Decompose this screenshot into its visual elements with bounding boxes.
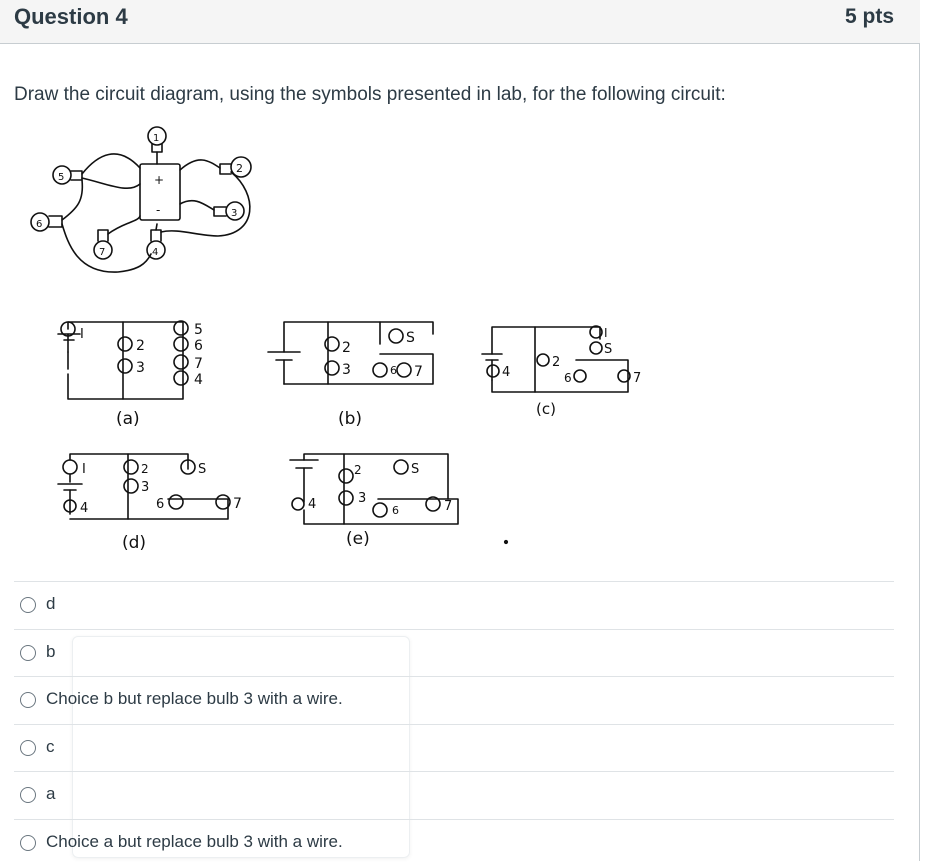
svg-text:3: 3 xyxy=(342,362,351,378)
circuit-c xyxy=(482,326,641,418)
svg-text:2: 2 xyxy=(354,463,362,477)
svg-text:4: 4 xyxy=(502,365,510,380)
svg-text:6: 6 xyxy=(564,371,572,385)
answer-option-b-modified[interactable] xyxy=(14,676,894,724)
svg-text:6: 6 xyxy=(390,364,397,377)
label-1: 1 xyxy=(153,133,159,144)
svg-text:3: 3 xyxy=(358,491,366,506)
radio-button[interactable] xyxy=(20,835,36,851)
radio-button[interactable] xyxy=(20,787,36,803)
svg-text:4: 4 xyxy=(80,501,88,516)
physical-circuit-sketch xyxy=(31,127,251,272)
svg-text:-: - xyxy=(156,203,160,217)
radio-button[interactable] xyxy=(20,692,36,708)
svg-text:3: 3 xyxy=(141,480,149,495)
answer-option-a-modified[interactable] xyxy=(14,819,894,866)
svg-text:6: 6 xyxy=(194,338,203,354)
label-2: 2 xyxy=(236,162,243,175)
answer-option-d[interactable] xyxy=(14,581,894,629)
svg-text:2: 2 xyxy=(342,340,351,356)
svg-text:7: 7 xyxy=(414,364,423,380)
svg-text:2: 2 xyxy=(141,462,149,476)
svg-text:S: S xyxy=(411,462,419,477)
svg-text:S: S xyxy=(604,342,612,357)
svg-text:7: 7 xyxy=(633,371,641,386)
radio-button[interactable] xyxy=(20,597,36,613)
question-text: Draw the circuit diagram, using the symbols presented in lab, for the following circuit: xyxy=(14,84,726,106)
label-e: (e) xyxy=(346,529,370,549)
answer-label: d xyxy=(46,594,55,614)
label-b: (b) xyxy=(338,409,362,429)
answer-option-a[interactable] xyxy=(14,771,894,819)
answer-label: Choice a but replace bulb 3 with a wire. xyxy=(46,832,343,852)
label-a: (a) xyxy=(116,409,140,429)
svg-text:5: 5 xyxy=(194,322,203,338)
svg-text:4: 4 xyxy=(194,372,203,388)
answer-label: c xyxy=(46,737,55,757)
question-header xyxy=(0,0,920,44)
svg-text:+: + xyxy=(154,173,164,187)
svg-text:7: 7 xyxy=(233,496,242,512)
svg-text:2: 2 xyxy=(552,355,560,370)
label-7: 7 xyxy=(99,247,105,258)
answer-label: b xyxy=(46,642,55,662)
svg-text:2: 2 xyxy=(136,338,145,354)
svg-text:7: 7 xyxy=(444,499,452,514)
circuit-a xyxy=(58,321,203,429)
svg-text:S: S xyxy=(406,330,415,346)
label-3: 3 xyxy=(231,208,237,219)
radio-button[interactable] xyxy=(20,645,36,661)
answer-option-c[interactable] xyxy=(14,724,894,772)
answer-option-b[interactable] xyxy=(14,629,894,677)
question-title: Question 4 xyxy=(14,4,128,30)
radio-button[interactable] xyxy=(20,740,36,756)
label-d: (d) xyxy=(122,533,146,553)
svg-text:6: 6 xyxy=(392,504,399,517)
svg-text:3: 3 xyxy=(136,360,145,376)
circuit-e xyxy=(290,454,507,549)
circuit-d xyxy=(58,454,242,553)
svg-text:I: I xyxy=(80,327,84,342)
svg-text:S: S xyxy=(198,462,206,477)
question-points: 5 pts xyxy=(845,5,894,29)
label-4: 4 xyxy=(152,247,158,258)
circuit-diagram-image xyxy=(28,124,678,564)
answer-label: Choice b but replace bulb 3 with a wire. xyxy=(46,689,343,709)
svg-text:4: 4 xyxy=(308,497,316,512)
circuit-b xyxy=(268,322,433,429)
svg-text:6: 6 xyxy=(156,497,164,512)
label-5: 5 xyxy=(58,172,64,183)
svg-text:I: I xyxy=(604,326,608,340)
answer-list xyxy=(14,581,894,866)
svg-text:I: I xyxy=(82,462,86,477)
label-c: (c) xyxy=(536,400,556,418)
label-6: 6 xyxy=(36,219,42,230)
svg-text:7: 7 xyxy=(194,356,203,372)
answer-label: a xyxy=(46,784,55,804)
